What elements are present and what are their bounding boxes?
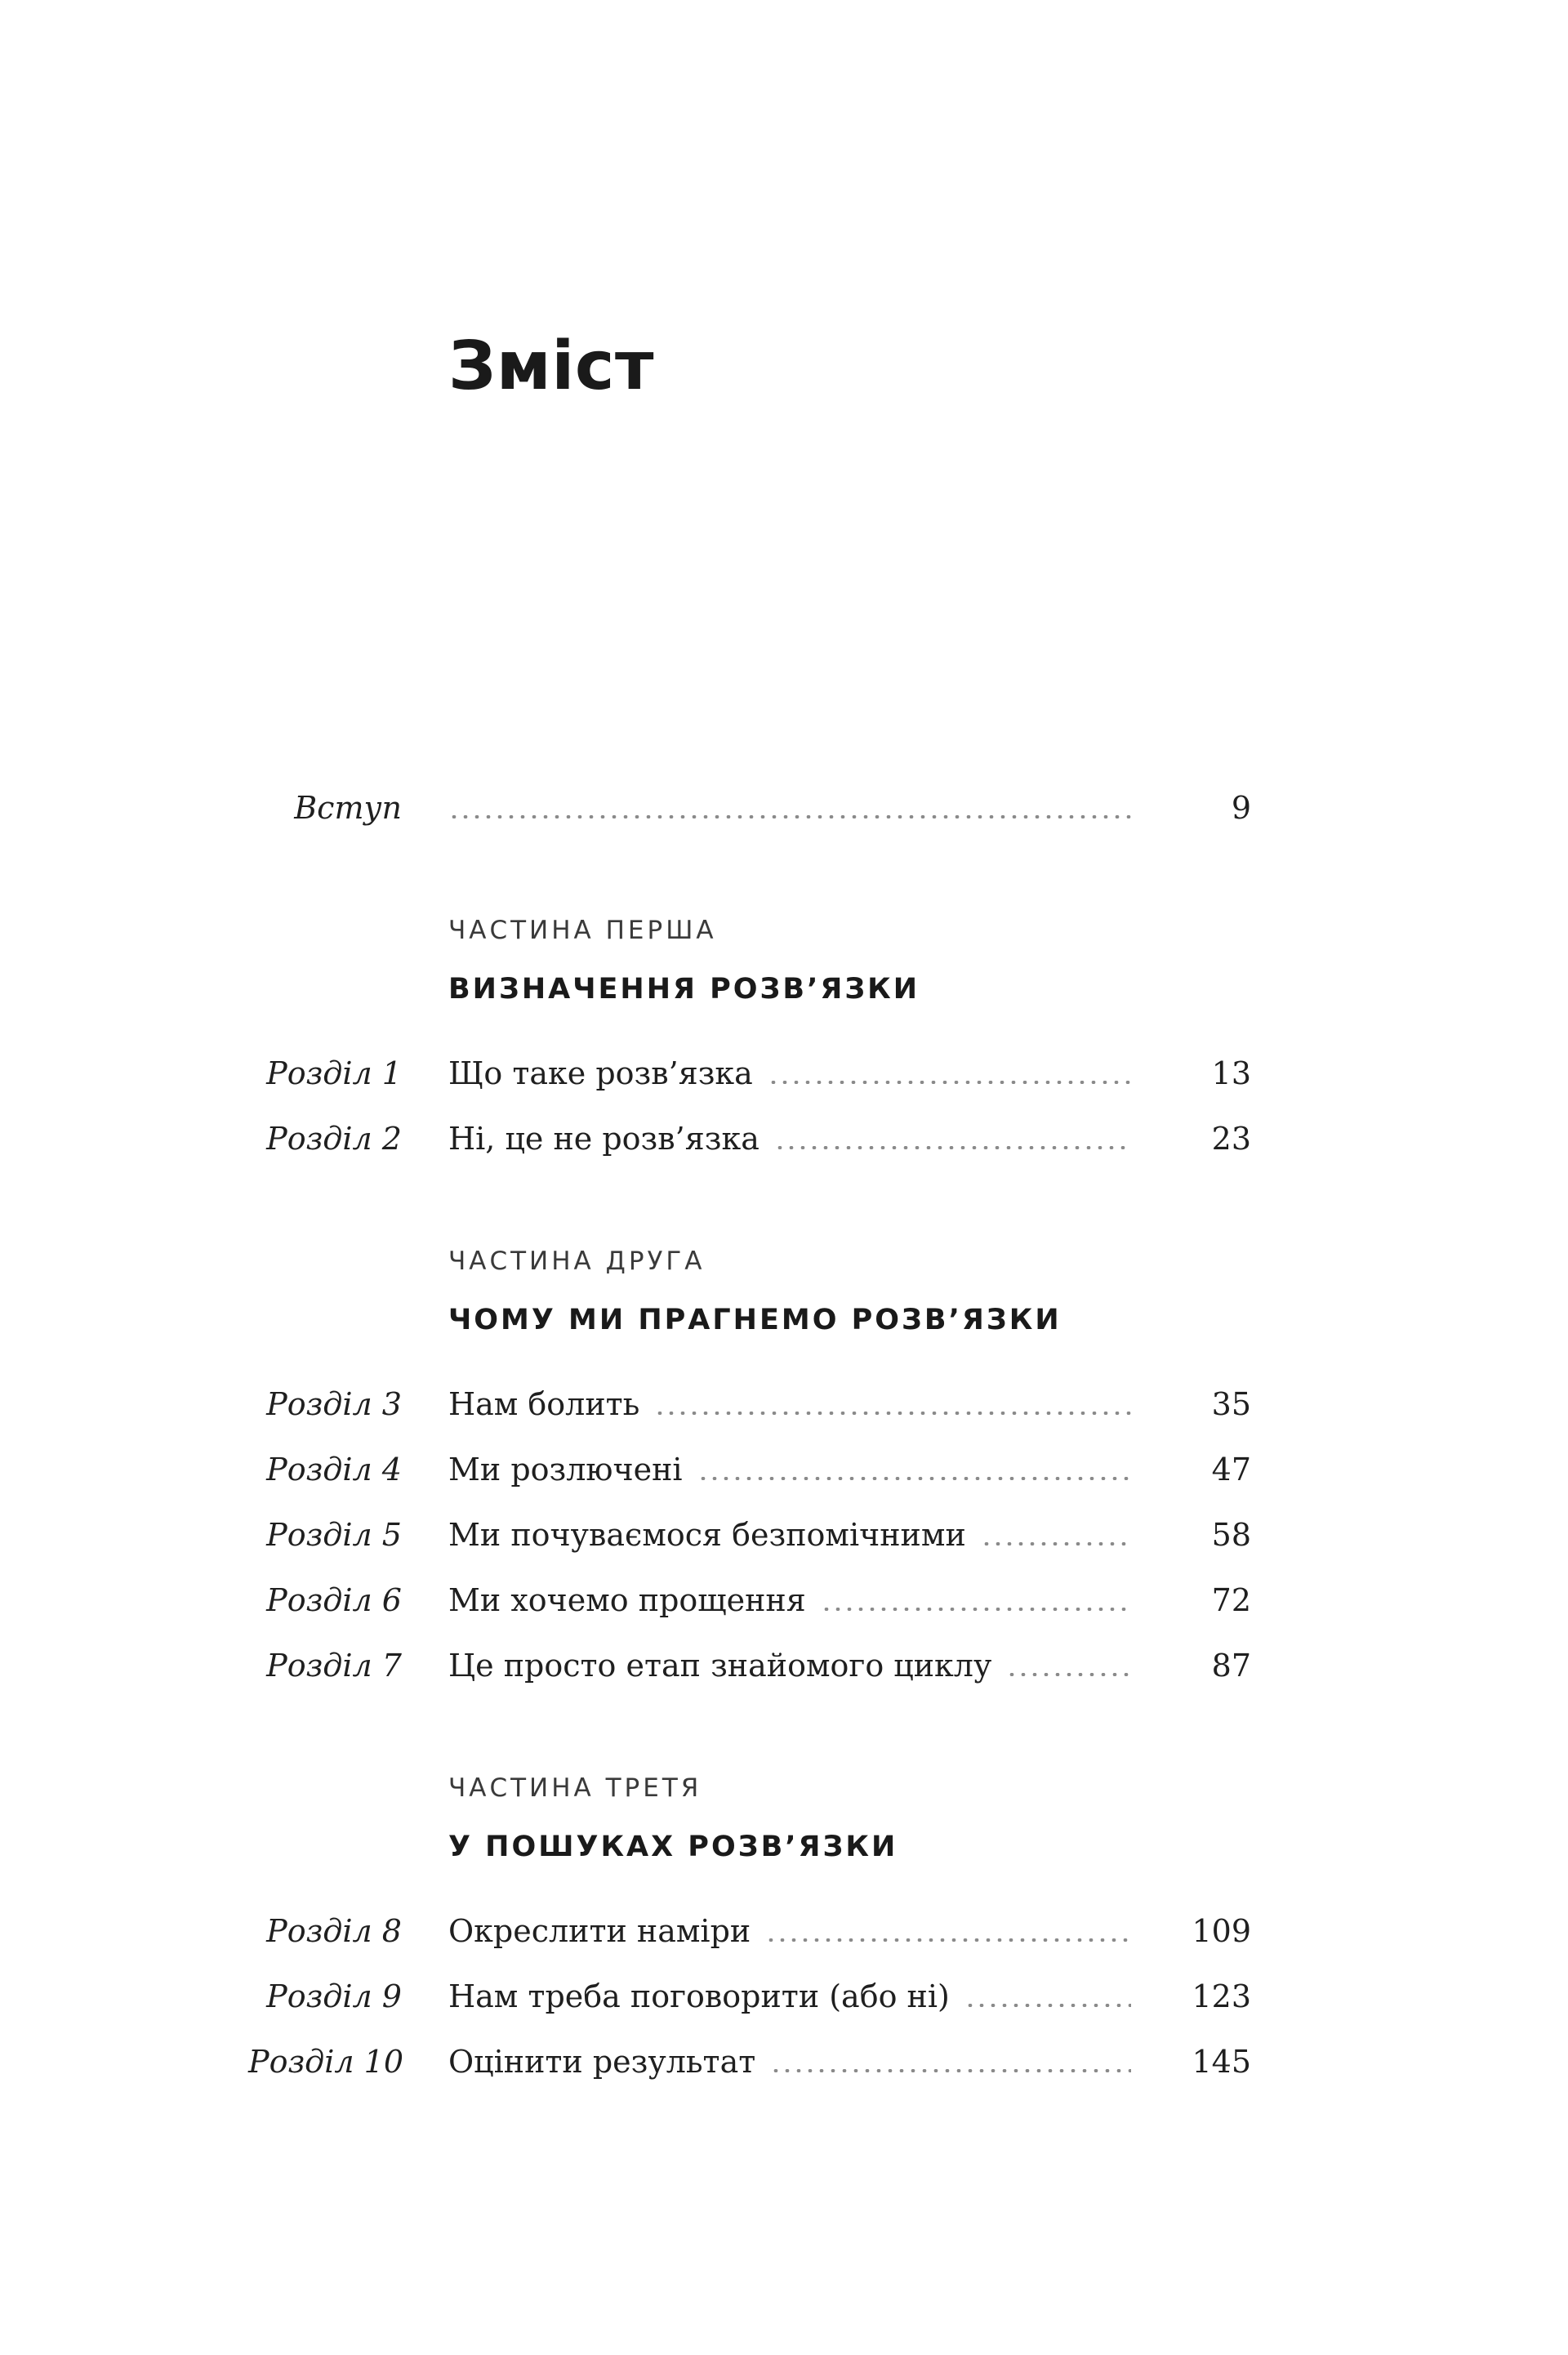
page-number: 58 xyxy=(1211,1517,1251,1553)
dotted-leader xyxy=(774,1146,1131,1149)
toc-entry xyxy=(248,1052,1251,1095)
chapter-label: Розділ 6 xyxy=(266,1582,402,1618)
dotted-leader xyxy=(768,1081,1131,1084)
toc-entry xyxy=(248,1975,1251,2018)
dotted-leader xyxy=(1006,1673,1131,1676)
dotted-leader xyxy=(654,1412,1131,1415)
dotted-leader xyxy=(765,1938,1131,1942)
toc-part-3 xyxy=(248,1773,1251,2084)
toc-entry xyxy=(248,1383,1251,1426)
toc-entry xyxy=(248,1910,1251,1953)
entry-label: Вступ xyxy=(294,790,402,826)
page-number: 47 xyxy=(1211,1452,1251,1487)
toc-entry xyxy=(248,2041,1251,2084)
page-number: 23 xyxy=(1211,1121,1251,1157)
page-number: 87 xyxy=(1211,1648,1251,1684)
toc-entry xyxy=(248,1644,1251,1688)
page-number: 145 xyxy=(1192,2044,1251,2080)
toc-part-1 xyxy=(248,915,1251,1161)
chapter-title: Оцінити результат xyxy=(448,2044,756,2080)
toc-entry xyxy=(248,1579,1251,1622)
page-number: 109 xyxy=(1192,1913,1251,1949)
page-number: 35 xyxy=(1211,1386,1251,1422)
part-heading: ВИЗНАЧЕННЯ РОЗВ’ЯЗКИ xyxy=(448,973,920,1006)
chapter-title: Ми хочемо прощення xyxy=(448,1582,806,1618)
part-kicker: ЧАСТИНА ДРУГА xyxy=(448,1247,706,1276)
table-of-contents xyxy=(248,330,1251,2084)
dotted-leader xyxy=(770,2069,1131,2072)
chapter-label: Розділ 2 xyxy=(266,1121,402,1157)
dotted-leader xyxy=(448,815,1131,818)
page-title: Зміст xyxy=(448,328,655,405)
chapter-title: Нам треба поговорити (або ні) xyxy=(448,1978,950,2014)
toc-entry xyxy=(248,1514,1251,1557)
chapter-label: Розділ 10 xyxy=(248,2044,404,2080)
toc-entry xyxy=(248,1448,1251,1492)
page-number: 13 xyxy=(1211,1055,1251,1091)
toc-entry xyxy=(248,1117,1251,1161)
chapter-label: Розділ 5 xyxy=(266,1517,402,1553)
part-heading: ЧОМУ МИ ПРАГНЕМО РОЗВ’ЯЗКИ xyxy=(448,1304,1062,1336)
page-number: 72 xyxy=(1211,1582,1251,1618)
dotted-leader xyxy=(981,1542,1131,1545)
chapter-label: Розділ 8 xyxy=(266,1913,402,1949)
chapter-title: Що таке розв’язка xyxy=(448,1055,753,1091)
page-number: 123 xyxy=(1192,1978,1251,2014)
chapter-label: Розділ 3 xyxy=(266,1386,402,1422)
chapter-label: Розділ 7 xyxy=(266,1648,402,1684)
toc-part-2 xyxy=(248,1246,1251,1688)
chapter-title: Це просто етап знайомого циклу xyxy=(448,1648,992,1684)
dotted-leader xyxy=(821,1608,1131,1611)
part-heading: У ПОШУКАХ РОЗВ’ЯЗКИ xyxy=(448,1831,898,1863)
chapter-label: Розділ 9 xyxy=(266,1978,402,2014)
part-kicker: ЧАСТИНА ТРЕТЯ xyxy=(448,1773,702,1803)
chapter-title: Ні, це не розв’язка xyxy=(448,1121,760,1157)
part-kicker: ЧАСТИНА ПЕРША xyxy=(448,916,717,945)
dotted-leader xyxy=(697,1477,1131,1480)
dotted-leader xyxy=(964,2004,1131,2007)
page-number: 9 xyxy=(1231,790,1251,826)
chapter-title: Ми почуваємося безпомічними xyxy=(448,1517,966,1553)
chapter-label: Розділ 4 xyxy=(266,1452,402,1487)
chapter-title: Окреслити наміри xyxy=(448,1913,751,1949)
toc-entry-intro xyxy=(248,787,1251,830)
chapter-title: Ми розлючені xyxy=(448,1452,683,1487)
chapter-label: Розділ 1 xyxy=(266,1055,402,1091)
chapter-title: Нам болить xyxy=(448,1386,640,1422)
